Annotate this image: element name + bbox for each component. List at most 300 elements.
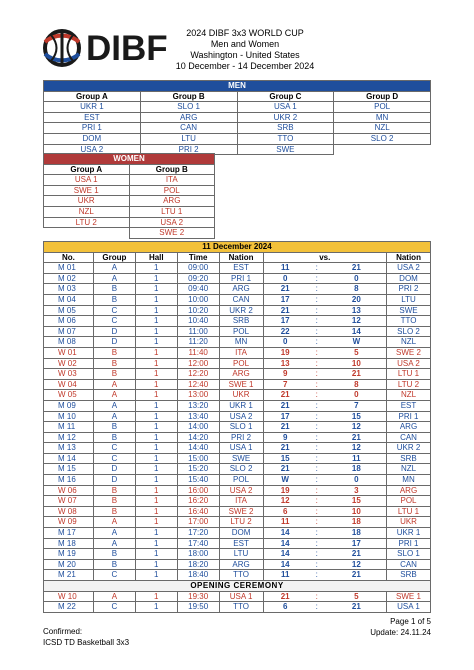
home-score: 7 [263, 379, 307, 390]
home-score: 21 [263, 305, 307, 316]
game-row [44, 284, 431, 295]
home-score: 14 [263, 549, 307, 560]
men-team-cell: SRB [237, 123, 334, 134]
women-team-cell: ITA [129, 175, 215, 186]
game-number: W 07 [44, 496, 94, 507]
away-score: 10 [327, 506, 387, 517]
men-group-row [44, 133, 431, 144]
home-team: SRB [219, 316, 263, 327]
home-score: 11 [263, 263, 307, 274]
game-hall: 1 [135, 506, 177, 517]
game-hall: 1 [135, 517, 177, 528]
score-separator: : [307, 506, 327, 517]
game-row [44, 538, 431, 549]
away-team: NZL [387, 337, 431, 348]
home-score: 17 [263, 316, 307, 327]
women-team-cell: POL [129, 185, 215, 196]
event-location: Washington - United States [190, 50, 300, 60]
men-team-cell: NZL [334, 123, 431, 134]
men-group-row [44, 112, 431, 123]
away-team: SWE [387, 305, 431, 316]
score-separator: : [307, 337, 327, 348]
game-group: D [93, 326, 135, 337]
game-row [44, 517, 431, 528]
score-separator: : [307, 591, 327, 602]
women-group-header: Group A [44, 164, 130, 175]
game-hall: 1 [135, 390, 177, 401]
game-hall: 1 [135, 400, 177, 411]
score-separator: : [307, 464, 327, 475]
away-score: 21 [327, 369, 387, 380]
game-hall: 1 [135, 305, 177, 316]
away-score: 11 [327, 453, 387, 464]
away-team: EST [387, 400, 431, 411]
game-group: B [93, 559, 135, 570]
away-team: ARG [387, 485, 431, 496]
away-score: 8 [327, 379, 387, 390]
men-team-cell: PRI 1 [44, 123, 141, 134]
game-time: 10:00 [177, 294, 219, 305]
game-number: M 10 [44, 411, 94, 422]
game-hall: 1 [135, 591, 177, 602]
home-team: EST [219, 538, 263, 549]
game-time: 14:20 [177, 432, 219, 443]
away-team: PRI 1 [387, 538, 431, 549]
away-score: 12 [327, 316, 387, 327]
score-separator: : [307, 443, 327, 454]
game-row [44, 602, 431, 613]
game-hall: 1 [135, 496, 177, 507]
women-team-cell: NZL [44, 206, 130, 217]
score-separator: : [307, 453, 327, 464]
away-score: 13 [327, 305, 387, 316]
home-score: 22 [263, 326, 307, 337]
game-time: 18:00 [177, 549, 219, 560]
game-time: 18:20 [177, 559, 219, 570]
game-time: 13:00 [177, 390, 219, 401]
women-group-row [44, 175, 215, 186]
men-group-row [44, 123, 431, 134]
game-time: 12:40 [177, 379, 219, 390]
col-hall: Hall [135, 252, 177, 263]
game-hall: 1 [135, 549, 177, 560]
game-number: M 05 [44, 305, 94, 316]
game-group: C [93, 453, 135, 464]
men-team-cell: POL [334, 102, 431, 113]
home-team: ITA [219, 496, 263, 507]
game-hall: 1 [135, 273, 177, 284]
away-team: USA 2 [387, 358, 431, 369]
away-team: LTU 1 [387, 369, 431, 380]
men-title: MEN [44, 81, 431, 92]
home-score: 17 [263, 411, 307, 422]
game-row [44, 316, 431, 327]
score-separator: : [307, 263, 327, 274]
home-score: 6 [263, 602, 307, 613]
game-number: M 08 [44, 337, 94, 348]
away-team: ARG [387, 422, 431, 433]
away-team: TTO [387, 316, 431, 327]
home-team: ARG [219, 559, 263, 570]
away-team: USA 2 [387, 263, 431, 274]
men-team-cell: UKR 2 [237, 112, 334, 123]
home-team: UKR [219, 390, 263, 401]
game-hall: 1 [135, 453, 177, 464]
game-number: W 01 [44, 347, 94, 358]
game-number: M 02 [44, 273, 94, 284]
game-hall: 1 [135, 326, 177, 337]
score-separator: : [307, 538, 327, 549]
col-no: No. [44, 252, 94, 263]
game-hall: 1 [135, 347, 177, 358]
home-score: 11 [263, 570, 307, 581]
footer-right [370, 616, 431, 638]
women-title: WOMEN [44, 154, 215, 165]
home-team: SLO 2 [219, 464, 263, 475]
game-time: 14:40 [177, 443, 219, 454]
away-score: 21 [327, 432, 387, 443]
away-score: 15 [327, 496, 387, 507]
col-nation2: Nation [387, 252, 431, 263]
game-number: M 19 [44, 549, 94, 560]
score-separator: : [307, 496, 327, 507]
home-score: 21 [263, 422, 307, 433]
game-number: W 03 [44, 369, 94, 380]
women-team-cell: LTU 1 [129, 206, 215, 217]
game-row [44, 358, 431, 369]
away-score: 8 [327, 284, 387, 295]
men-team-cell: LTU [140, 133, 237, 144]
home-score: 19 [263, 347, 307, 358]
day-title: 11 December 2024 [44, 242, 431, 253]
game-number: M 20 [44, 559, 94, 570]
score-separator: : [307, 273, 327, 284]
game-number: M 15 [44, 464, 94, 475]
game-number: M 17 [44, 528, 94, 539]
game-number: W 10 [44, 591, 94, 602]
game-row [44, 432, 431, 443]
away-team: USA 1 [387, 602, 431, 613]
women-team-cell: SWE 2 [129, 228, 215, 239]
col-vs: vs. [263, 252, 387, 263]
away-score: 12 [327, 559, 387, 570]
event-category: Men and Women [210, 39, 280, 49]
score-separator: : [307, 517, 327, 528]
game-number: M 12 [44, 432, 94, 443]
game-row [44, 273, 431, 284]
game-row [44, 379, 431, 390]
men-title-row [44, 81, 431, 92]
col-group: Group [93, 252, 135, 263]
game-row [44, 443, 431, 454]
away-team: SRB [387, 570, 431, 581]
away-score: 12 [327, 443, 387, 454]
game-group: A [93, 411, 135, 422]
game-hall: 1 [135, 602, 177, 613]
game-hall: 1 [135, 284, 177, 295]
schedule-table [43, 241, 431, 613]
game-time: 13:40 [177, 411, 219, 422]
away-team: MN [387, 475, 431, 486]
home-score: 15 [263, 453, 307, 464]
game-time: 10:20 [177, 305, 219, 316]
game-time: 12:00 [177, 358, 219, 369]
away-score: 3 [327, 485, 387, 496]
score-separator: : [307, 390, 327, 401]
women-team-cell: LTU 2 [44, 217, 130, 228]
home-team: PRI 2 [219, 432, 263, 443]
home-team: USA 2 [219, 485, 263, 496]
td-label: ICSD TD Basketball 3x3 [43, 638, 130, 647]
game-row [44, 294, 431, 305]
away-score: 14 [327, 326, 387, 337]
game-hall: 1 [135, 443, 177, 454]
game-time: 11:00 [177, 326, 219, 337]
game-number: M 11 [44, 422, 94, 433]
game-hall: 1 [135, 485, 177, 496]
away-team: LTU [387, 294, 431, 305]
home-score: 19 [263, 485, 307, 496]
men-team-cell: MN [334, 112, 431, 123]
game-number: M 07 [44, 326, 94, 337]
game-group: C [93, 602, 135, 613]
women-team-cell: UKR [44, 196, 130, 207]
men-groups-table [43, 80, 431, 155]
game-time: 12:20 [177, 369, 219, 380]
away-score: 12 [327, 422, 387, 433]
score-separator: : [307, 559, 327, 570]
game-group: C [93, 305, 135, 316]
game-number: M 14 [44, 453, 94, 464]
away-score: 18 [327, 464, 387, 475]
men-team-cell: ARG [140, 112, 237, 123]
home-team: LTU [219, 549, 263, 560]
away-score: 20 [327, 294, 387, 305]
game-group: A [93, 400, 135, 411]
game-time: 09:00 [177, 263, 219, 274]
game-number: M 03 [44, 284, 94, 295]
away-score: 5 [327, 347, 387, 358]
men-team-cell: UKR 1 [44, 102, 141, 113]
away-score: 15 [327, 411, 387, 422]
away-team: NZL [387, 390, 431, 401]
game-hall: 1 [135, 538, 177, 549]
away-team: SLO 1 [387, 549, 431, 560]
men-team-cell: PRI 2 [140, 144, 237, 155]
women-team-cell: ARG [129, 196, 215, 207]
home-score: 0 [263, 337, 307, 348]
women-group-row [44, 206, 215, 217]
game-group: B [93, 432, 135, 443]
game-hall: 1 [135, 369, 177, 380]
away-score: 7 [327, 400, 387, 411]
home-team: USA 1 [219, 591, 263, 602]
game-hall: 1 [135, 337, 177, 348]
game-group: C [93, 443, 135, 454]
game-time: 19:30 [177, 591, 219, 602]
score-separator: : [307, 485, 327, 496]
game-time: 11:40 [177, 347, 219, 358]
game-group: D [93, 337, 135, 348]
game-group: A [93, 517, 135, 528]
game-number: M 18 [44, 538, 94, 549]
game-group: A [93, 528, 135, 539]
game-group: B [93, 369, 135, 380]
game-group: B [93, 284, 135, 295]
men-group-header: Group B [140, 91, 237, 102]
game-group: A [93, 379, 135, 390]
women-team-cell: USA 1 [44, 175, 130, 186]
home-team: CAN [219, 294, 263, 305]
men-team-cell: SWE [237, 144, 334, 155]
game-time: 15:00 [177, 453, 219, 464]
away-score: 17 [327, 538, 387, 549]
game-group: B [93, 506, 135, 517]
score-separator: : [307, 379, 327, 390]
game-row [44, 506, 431, 517]
game-group: B [93, 496, 135, 507]
women-team-cell: USA 2 [129, 217, 215, 228]
home-score: 13 [263, 358, 307, 369]
score-separator: : [307, 411, 327, 422]
game-hall: 1 [135, 422, 177, 433]
home-team: USA 1 [219, 443, 263, 454]
column-header-row [44, 252, 431, 263]
basketball-icon [45, 31, 79, 65]
game-row [44, 422, 431, 433]
away-team: SWE 2 [387, 347, 431, 358]
game-time: 11:20 [177, 337, 219, 348]
game-hall: 1 [135, 464, 177, 475]
ceremony-title: OPENING CEREMONY [44, 581, 431, 592]
home-score: 14 [263, 538, 307, 549]
logo-wordmark: DIBF [86, 29, 168, 68]
game-group: D [93, 475, 135, 486]
women-team-cell: SWE 1 [44, 185, 130, 196]
men-team-cell [334, 144, 431, 155]
home-team: SWE [219, 453, 263, 464]
game-group: A [93, 273, 135, 284]
away-team: UKR 1 [387, 528, 431, 539]
game-hall: 1 [135, 379, 177, 390]
game-number: W 04 [44, 379, 94, 390]
home-score: 21 [263, 390, 307, 401]
game-time: 17:00 [177, 517, 219, 528]
home-team: USA 2 [219, 411, 263, 422]
game-time: 10:40 [177, 316, 219, 327]
game-number: M 16 [44, 475, 94, 486]
game-number: M 01 [44, 263, 94, 274]
home-team: POL [219, 475, 263, 486]
men-team-cell: USA 2 [44, 144, 141, 155]
game-group: A [93, 591, 135, 602]
home-team: SWE 2 [219, 506, 263, 517]
home-team: TTO [219, 570, 263, 581]
score-separator: : [307, 305, 327, 316]
game-group: B [93, 549, 135, 560]
home-team: SLO 1 [219, 422, 263, 433]
game-number: W 06 [44, 485, 94, 496]
score-separator: : [307, 602, 327, 613]
game-row [44, 496, 431, 507]
home-team: POL [219, 358, 263, 369]
game-time: 14:00 [177, 422, 219, 433]
game-hall: 1 [135, 316, 177, 327]
home-score: 21 [263, 400, 307, 411]
game-row [44, 570, 431, 581]
home-score: 21 [263, 464, 307, 475]
men-group-header-row [44, 91, 431, 102]
men-group-header: Group D [334, 91, 431, 102]
score-separator: : [307, 316, 327, 327]
away-team: LTU 2 [387, 379, 431, 390]
footer-left [43, 626, 129, 648]
away-score: 21 [327, 263, 387, 274]
away-score: 0 [327, 475, 387, 486]
men-team-cell: USA 1 [237, 102, 334, 113]
away-team: CAN [387, 559, 431, 570]
game-row [44, 326, 431, 337]
away-team: SRB [387, 453, 431, 464]
game-time: 16:00 [177, 485, 219, 496]
game-group: B [93, 422, 135, 433]
home-team: EST [219, 263, 263, 274]
men-team-cell: DOM [44, 133, 141, 144]
game-hall: 1 [135, 570, 177, 581]
home-score: 9 [263, 432, 307, 443]
game-group: A [93, 390, 135, 401]
game-time: 16:20 [177, 496, 219, 507]
game-row [44, 485, 431, 496]
home-score: 11 [263, 517, 307, 528]
page-number: Page 1 of 5 [390, 617, 431, 626]
game-row [44, 559, 431, 570]
away-team: UKR [387, 517, 431, 528]
game-hall: 1 [135, 411, 177, 422]
game-number: W 09 [44, 517, 94, 528]
score-separator: : [307, 432, 327, 443]
away-score: 21 [327, 549, 387, 560]
home-score: 6 [263, 506, 307, 517]
away-score: 18 [327, 528, 387, 539]
game-row [44, 411, 431, 422]
away-team: SWE 1 [387, 591, 431, 602]
event-title: 2024 DIBF 3x3 WORLD CUP [186, 28, 304, 38]
game-row [44, 369, 431, 380]
away-team: POL [387, 496, 431, 507]
women-group-row [44, 185, 215, 196]
score-separator: : [307, 400, 327, 411]
women-group-header: Group B [129, 164, 215, 175]
away-team: PRI 2 [387, 284, 431, 295]
men-team-cell: TTO [237, 133, 334, 144]
away-score: 0 [327, 390, 387, 401]
game-number: W 08 [44, 506, 94, 517]
game-group: B [93, 294, 135, 305]
score-separator: : [307, 326, 327, 337]
game-number: M 22 [44, 602, 94, 613]
home-score: 14 [263, 559, 307, 570]
women-team-cell [44, 228, 130, 239]
away-score: W [327, 337, 387, 348]
away-team: NZL [387, 464, 431, 475]
game-row [44, 549, 431, 560]
women-title-row [44, 154, 215, 165]
home-team: ARG [219, 284, 263, 295]
home-score: W [263, 475, 307, 486]
day-row [44, 242, 431, 253]
home-team: DOM [219, 528, 263, 539]
